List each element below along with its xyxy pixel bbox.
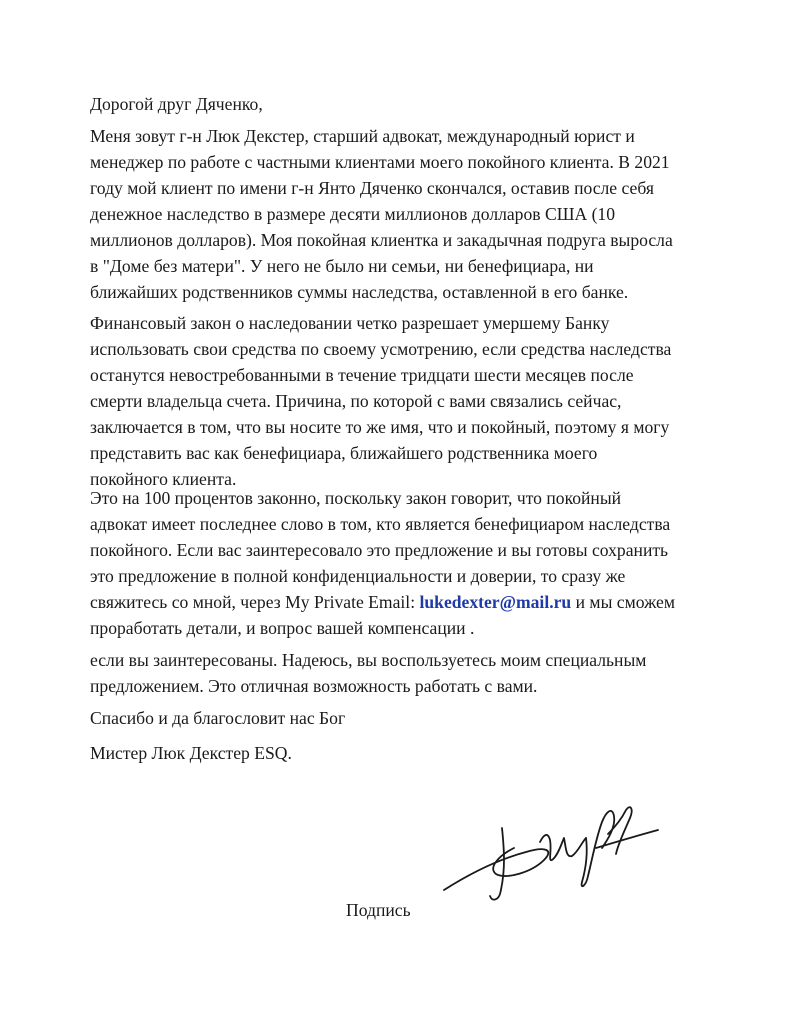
text-line: Финансовый закон о наследовании четко разрешает умершему Банку — [90, 313, 610, 333]
text-line: миллионов долларов). Моя покойная клиентка и закадычная подруга выросла — [90, 230, 673, 250]
text-line: проработать детали, и вопрос вашей компенсации . — [90, 618, 475, 638]
text-line: представить вас как бенефициара, ближайшего родственника моего — [90, 443, 598, 463]
closing-name: Мистер Люк Декстер ESQ. — [90, 743, 292, 763]
text-line: это предложение в полной конфиденциальности и доверии, то сразу же — [90, 566, 626, 586]
text-line: покойного. Если вас заинтересовало это предложение и вы готовы сохранить — [90, 540, 669, 560]
text-line: денежное наследство в размере десяти миллионов долларов США (10 — [90, 204, 616, 224]
text-line: ближайших родственников суммы наследства, оставленной в его банке. — [90, 282, 629, 302]
handwritten-signature — [436, 798, 666, 908]
text-line: Меня зовут г-н Люк Декстер, старший адвокат, международный юрист и — [90, 126, 635, 146]
email-link[interactable]: lukedexter@mail.ru — [419, 592, 572, 612]
text-line: предложением. Это отличная возможность работать с вами. — [90, 676, 538, 696]
text-line: Это на 100 процентов законно, поскольку закон говорит, что покойный — [90, 488, 622, 508]
text-line: адвокат имеет последнее слово в том, кто является бенефициаром наследства — [90, 514, 671, 534]
text-line: если вы заинтересованы. Надеюсь, вы воспользуетесь моим специальным — [90, 650, 647, 670]
text-line: использовать свои средства по своему усмотрению, если средства наследства — [90, 339, 672, 359]
text-line: году мой клиент по имени г-н Янто Дяченко скончался, оставив после себя — [90, 178, 654, 198]
signature-label: Подпись — [346, 900, 411, 920]
text-line: менеджер по работе с частными клиентами моего покойного клиента. В 2021 — [90, 152, 670, 172]
text-line: смерти владельца счета. Причина, по которой с вами связались сейчас, — [90, 391, 622, 411]
email-line — [90, 589, 730, 615]
thanks-line: Спасибо и да благословит нас Бог — [90, 708, 346, 728]
paragraph-closing-offer — [90, 647, 730, 699]
paragraph-intro — [90, 123, 730, 305]
text-line: в "Доме без матери". У него не было ни семьи, ни бенефициара, ни — [90, 256, 594, 276]
text-line: заключается в том, что вы носите то же имя, что и покойный, поэтому я могу — [90, 417, 670, 437]
email-line-before: свяжитесь со мной, через My Private Email: — [90, 592, 420, 612]
text-line: останутся невостребованными в течение тридцати шести месяцев после — [90, 365, 634, 385]
email-line-after: и мы сможем — [571, 592, 675, 612]
paragraph-offer — [90, 485, 730, 641]
greeting: Дорогой друг Дяченко, — [90, 94, 263, 114]
text-line: покойного клиента. — [90, 469, 237, 489]
paragraph-law — [90, 310, 730, 492]
